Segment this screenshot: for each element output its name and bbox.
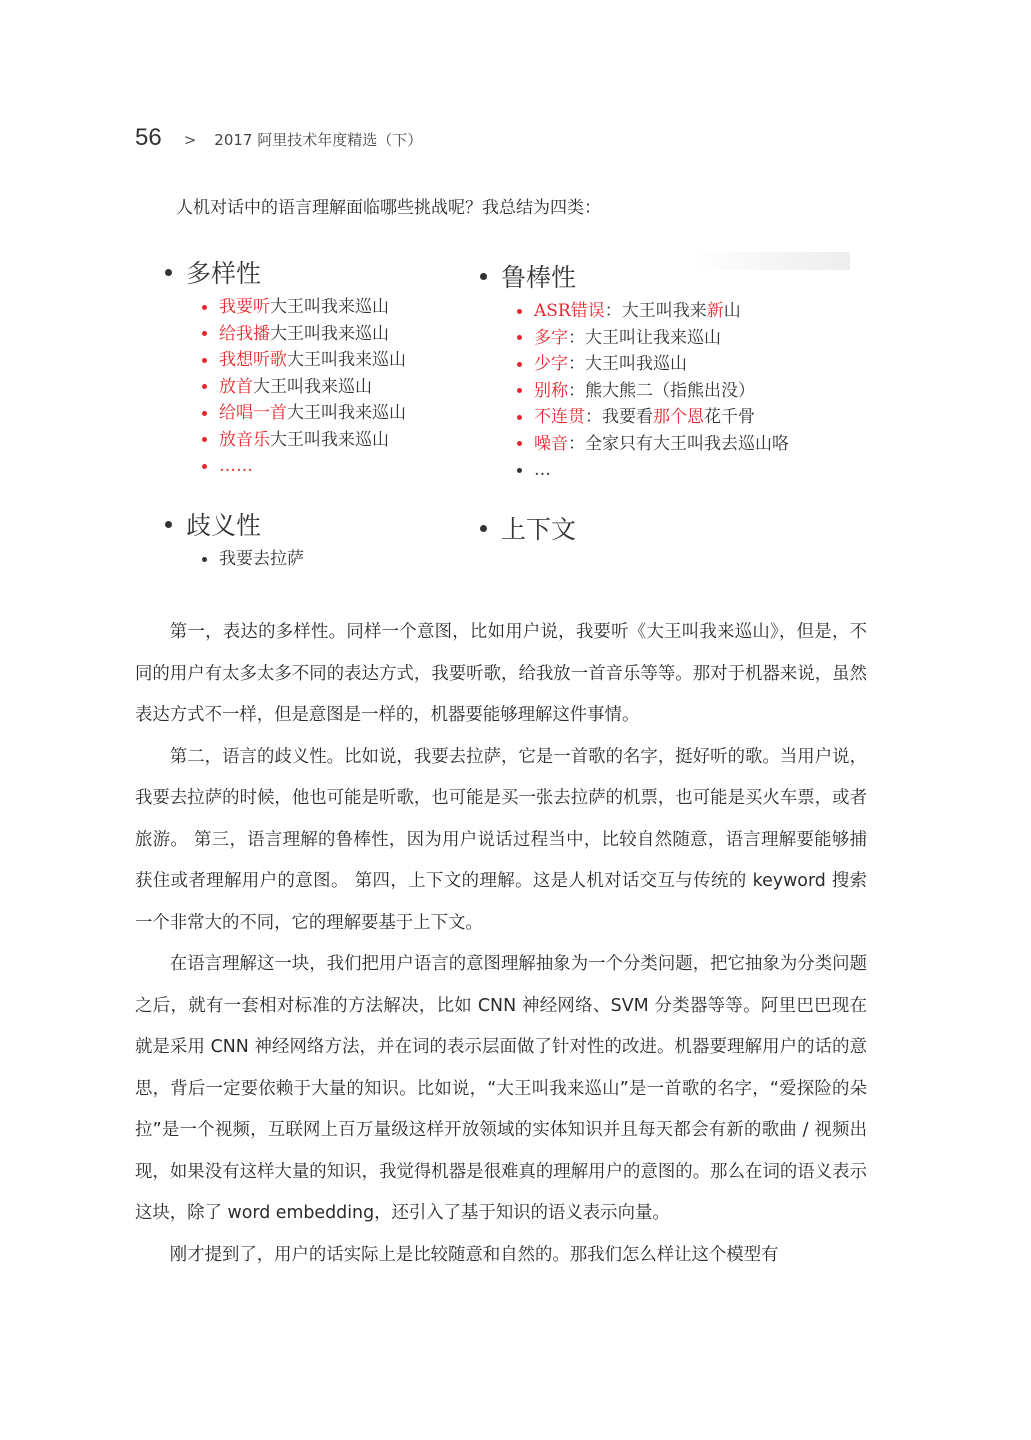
category-heading xyxy=(165,254,406,290)
example-text: 山 xyxy=(723,301,741,321)
page-header xyxy=(135,124,422,152)
example-text: 花千骨 xyxy=(704,407,755,427)
red-bullet-icon xyxy=(517,388,522,393)
category-robustness xyxy=(480,258,789,484)
example-text: … xyxy=(534,460,551,480)
highlight-text: ASR错误 xyxy=(534,301,605,321)
category-context xyxy=(480,510,576,546)
red-bullet-icon xyxy=(202,331,207,336)
paragraph: 第一，表达的多样性。同样一个意图，比如用户说，我要听《大王叫我来巡山》，但是，不同的用户有太多太多不同的表达方式，我要听歌，给我放一首音乐等等。那对于机器来说，虽然表达方式不一样，但是意图是一样的，机器要能够理解这件事情。 xyxy=(135,622,867,725)
example-text: ：大王叫我巡山 xyxy=(568,354,687,374)
red-bullet-icon xyxy=(202,464,207,469)
example-item xyxy=(517,404,789,431)
example-item xyxy=(202,294,406,321)
bullet-icon xyxy=(480,525,487,532)
paragraph: 刚才提到了，用户的话实际上是比较随意和自然的。那我们怎么样让这个模型有 xyxy=(169,1244,779,1265)
red-bullet-icon xyxy=(517,309,522,314)
highlight-text: 那个恩 xyxy=(653,407,704,427)
example-text: 大王叫我来巡山 xyxy=(270,323,389,344)
category-title: 多样性 xyxy=(186,259,262,288)
category-title: 歧义性 xyxy=(186,511,262,540)
red-bullet-icon xyxy=(202,384,207,389)
bullet-icon xyxy=(165,269,172,276)
example-item xyxy=(202,427,406,454)
example-item xyxy=(517,457,789,484)
red-bullet-icon xyxy=(517,441,522,446)
challenges-figure xyxy=(150,248,850,578)
example-text: 大王叫我来巡山 xyxy=(270,297,389,317)
highlight-text: 我要听 xyxy=(219,297,270,317)
highlight-text: 不连贯 xyxy=(534,407,585,427)
example-text: ：大王叫让我来巡山 xyxy=(568,327,721,348)
highlight-text: 放首 xyxy=(219,376,253,397)
body-text xyxy=(135,612,867,1276)
highlight-text: 新 xyxy=(706,301,724,321)
highlight-text: 别称 xyxy=(534,380,568,401)
book-title: 2017 阿里技术年度精选（下） xyxy=(214,131,423,149)
bullet-icon xyxy=(165,521,172,528)
example-text: 大王叫我来巡山 xyxy=(287,350,406,370)
example-text: 我要去拉萨 xyxy=(219,549,304,569)
example-item xyxy=(202,453,406,480)
red-bullet-icon xyxy=(517,362,522,367)
category-heading xyxy=(480,258,789,294)
example-item xyxy=(517,298,789,325)
example-item xyxy=(517,378,789,405)
red-bullet-icon xyxy=(517,415,522,420)
red-bullet-icon xyxy=(202,358,207,363)
category-title: 鲁棒性 xyxy=(501,263,577,292)
red-bullet-icon xyxy=(517,335,522,340)
highlight-text: 我想听歌 xyxy=(219,350,287,370)
paragraph: 在语言理解这一块，我们把用户语言的意图理解抽象为一个分类问题，把它抽象为分类问题之后，就有一套相对标准的方法解决，比如 CNN 神经网络、SVM 分类器等等。阿里巴巴现在就是采用 CNN 神经网络方法，并在词的表示层面做了针对性的改进。机器要理解用户的话的意思，背后一定要依赖于大量的知识。比如说，“大王叫我来巡山”是一首歌的名字，“爱探险的朵拉”是一个视频，互联网上百万量级这样开放领域的实体知识并且每天都会有新的歌曲 / 视频出现，如果没有这样大量的知识，我觉得机器是很难真的理解用户的意图的。那么在词的语义表示这块，除了 word embedding，还引入了基于知识的语义表示向量。 xyxy=(135,954,867,1223)
bullet-icon xyxy=(517,468,522,473)
red-bullet-icon xyxy=(202,411,207,416)
intro-sentence: 人机对话中的语言理解面临哪些挑战呢？我总结为四类： xyxy=(176,198,601,218)
highlight-text: 给我播 xyxy=(219,323,270,344)
bullet-icon xyxy=(480,273,487,280)
example-item xyxy=(202,546,304,573)
highlight-text: 少字 xyxy=(534,354,568,374)
paragraph: 第二，语言的歧义性。比如说，我要去拉萨，它是一首歌的名字，挺好听的歌。当用户说，我要去拉萨的时候，他也可能是听歌，也可能是买一张去拉萨的机票，也可能是买火车票，或者旅游。 第三，语言理解的鲁棒性，因为用户说话过程当中，比较自然随意，语言理解要能够捕获住或者理解用户的意图。 第四，上下文的理解。这是人机对话交互与传统的 keyword 搜索一个非常大的不同，它的理解要基于上下文。 xyxy=(135,746,867,933)
category-heading xyxy=(165,506,304,542)
example-list xyxy=(165,546,304,573)
header-separator: > xyxy=(183,131,197,149)
example-list xyxy=(480,298,789,484)
example-item xyxy=(517,431,789,458)
example-text: ：熊大熊二（指熊出没） xyxy=(568,380,755,401)
example-list xyxy=(165,294,406,480)
highlight-text: 放音乐 xyxy=(219,429,270,450)
example-item xyxy=(202,400,406,427)
example-item xyxy=(202,347,406,374)
highlight-text: 噪音 xyxy=(534,433,568,454)
example-item xyxy=(202,374,406,401)
category-ambiguity xyxy=(165,506,304,573)
example-text: ：全家只有大王叫我去巡山咯 xyxy=(568,433,789,454)
example-item xyxy=(517,325,789,352)
red-bullet-icon xyxy=(202,437,207,442)
category-diversity xyxy=(165,254,406,480)
page-number: 56 xyxy=(135,124,162,151)
example-item xyxy=(517,351,789,378)
example-text: 大王叫我来巡山 xyxy=(253,376,372,397)
category-title: 上下文 xyxy=(501,515,577,544)
example-text: 大王叫我来巡山 xyxy=(270,429,389,450)
red-bullet-icon xyxy=(202,305,207,310)
highlight-text: 多字 xyxy=(534,327,568,348)
highlight-text: 给唱一首 xyxy=(219,403,287,423)
example-text: 大王叫我来巡山 xyxy=(287,403,406,423)
example-text: ：我要看 xyxy=(585,407,653,427)
highlight-text: …… xyxy=(219,456,253,476)
example-text: ：大王叫我来 xyxy=(604,301,707,321)
bullet-icon xyxy=(202,557,207,562)
category-heading xyxy=(480,510,576,546)
example-item xyxy=(202,321,406,348)
